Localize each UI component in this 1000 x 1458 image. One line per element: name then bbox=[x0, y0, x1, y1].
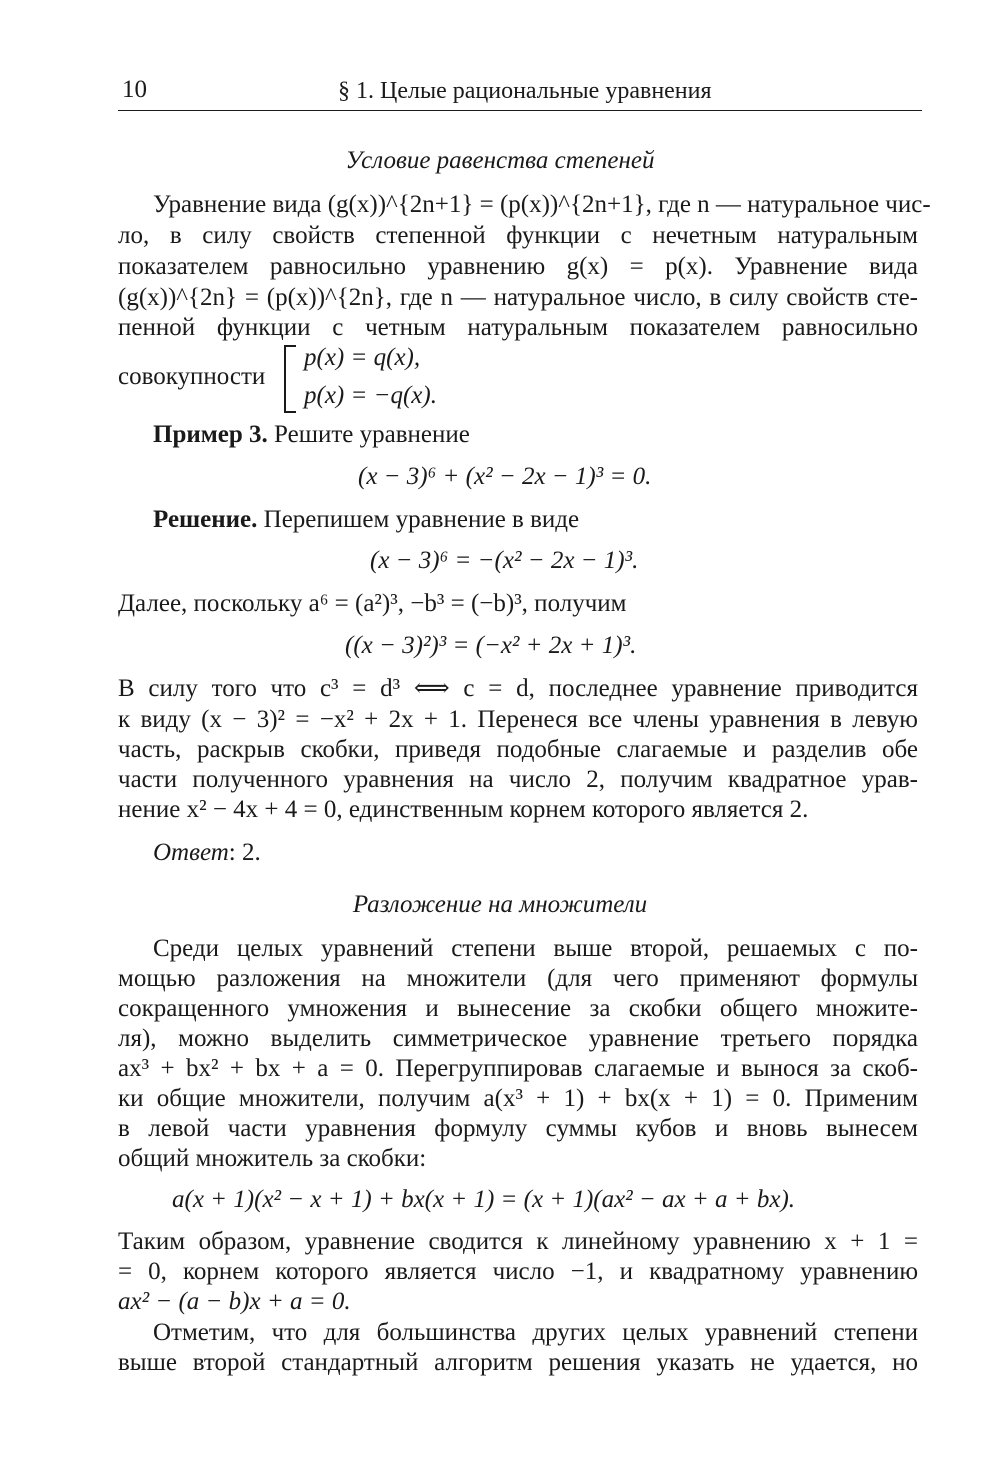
paragraph-line: ля), можно выделить симметрическое уравнение третьего порядка bbox=[118, 1025, 918, 1052]
page-number: 10 bbox=[122, 76, 147, 103]
paragraph-line: (g(x))^{2n} = (p(x))^{2n}, где n — натуральное число, в силу свойств сте- bbox=[118, 284, 918, 311]
paragraph-line: мощью разложения на множители (для чего применяют формулы bbox=[118, 965, 918, 992]
section-title-factorization: Разложение на множители bbox=[352, 891, 648, 918]
paragraph-line: пенной функции с четным натуральным показателем равносильно bbox=[118, 314, 918, 341]
solution-equation: (x − 3)⁶ = −(x² − 2x − 1)³. bbox=[370, 547, 639, 574]
paragraph-line: Отметим, что для большинства других целых уравнений степени bbox=[153, 1319, 918, 1346]
paragraph-line: общий множитель за скобки: bbox=[118, 1145, 427, 1172]
running-title: § 1. Целые рациональные уравнения bbox=[338, 78, 712, 104]
paragraph-line: ло, в силу свойств степенной функции с нечетным натуральным bbox=[118, 222, 918, 249]
answer-value: : 2. bbox=[228, 839, 261, 866]
paragraph-line: ки общие множители, получим a(x³ + 1) + bx(x + 1) = 0. Применим bbox=[118, 1085, 918, 1112]
example-equation: (x − 3)⁶ + (x² − 2x − 1)³ = 0. bbox=[358, 463, 652, 490]
page-header bbox=[118, 72, 922, 111]
example-heading bbox=[153, 420, 470, 450]
paragraph-line: к виду (x − 3)² = −x² + 2x + 1. Перенеся все члены уравнения в левую bbox=[118, 706, 918, 733]
solution-heading bbox=[153, 505, 579, 535]
section-title-powers: Условие равенства степеней bbox=[345, 147, 655, 174]
aggregate-line: p(x) = q(x), bbox=[304, 344, 421, 371]
paragraph-line: В силу того что c³ = d³ ⟺ c = d, последнее уравнение приводится bbox=[118, 675, 918, 702]
paragraph-line: = 0, корнем которого является число −1, и квадратному уравнению bbox=[118, 1258, 918, 1285]
paragraph-line: Уравнение вида (g(x))^{2n+1} = (p(x))^{2n+1}, где n — натуральное чис- bbox=[153, 191, 931, 218]
paragraph-line: Далее, поскольку a⁶ = (a²)³, −b³ = (−b)³, получим bbox=[118, 590, 627, 617]
paragraph-line: показателем равносильно уравнению g(x) = p(x). Уравнение вида bbox=[118, 253, 918, 280]
example-text: Решите уравнение bbox=[274, 421, 470, 448]
solution-text: Перепишем уравнение в виде bbox=[263, 506, 580, 533]
paragraph-line: ax² − (a − b)x + a = 0. bbox=[118, 1288, 351, 1315]
solution-equation: ((x − 3)²)³ = (−x² + 2x + 1)³. bbox=[345, 632, 637, 659]
aggregate-line: p(x) = −q(x). bbox=[304, 382, 437, 409]
paragraph-line: ax³ + bx² + bx + a = 0. Перегруппировав слагаемые и вынося за скоб- bbox=[118, 1055, 918, 1082]
paragraph-line: нение x² − 4x + 4 = 0, единственным корнем которого является 2. bbox=[118, 796, 809, 823]
answer-label: Ответ bbox=[153, 839, 229, 866]
paragraph-line: сокращенного умножения и вынесение за скобки общего множите- bbox=[118, 995, 918, 1022]
paragraph-line: части полученного уравнения на число 2, получим квадратное урав- bbox=[118, 766, 918, 793]
answer bbox=[153, 838, 261, 868]
factorization-equation: a(x + 1)(x² − x + 1) + bx(x + 1) = (x + 1)(ax² − ax + a + bx). bbox=[172, 1186, 796, 1213]
paragraph-line: часть, раскрыв скобки, приведя подобные слагаемые и разделив обе bbox=[118, 736, 918, 763]
example-label: Пример 3. bbox=[153, 421, 268, 448]
paragraph-line: Таким образом, уравнение сводится к линейному уравнению x + 1 = bbox=[118, 1228, 918, 1255]
paragraph-line: в левой части уравнения формулу суммы кубов и вновь вынесем bbox=[118, 1115, 918, 1142]
aggregate-bracket bbox=[284, 345, 296, 413]
paragraph-line: Среди целых уравнений степени выше второй, решаемых с по- bbox=[153, 935, 918, 962]
aggregate-label: совокупности bbox=[118, 363, 266, 390]
solution-label: Решение. bbox=[153, 506, 258, 533]
paragraph-line: выше второй стандартный алгоритм решения указать не удается, но bbox=[118, 1349, 918, 1376]
